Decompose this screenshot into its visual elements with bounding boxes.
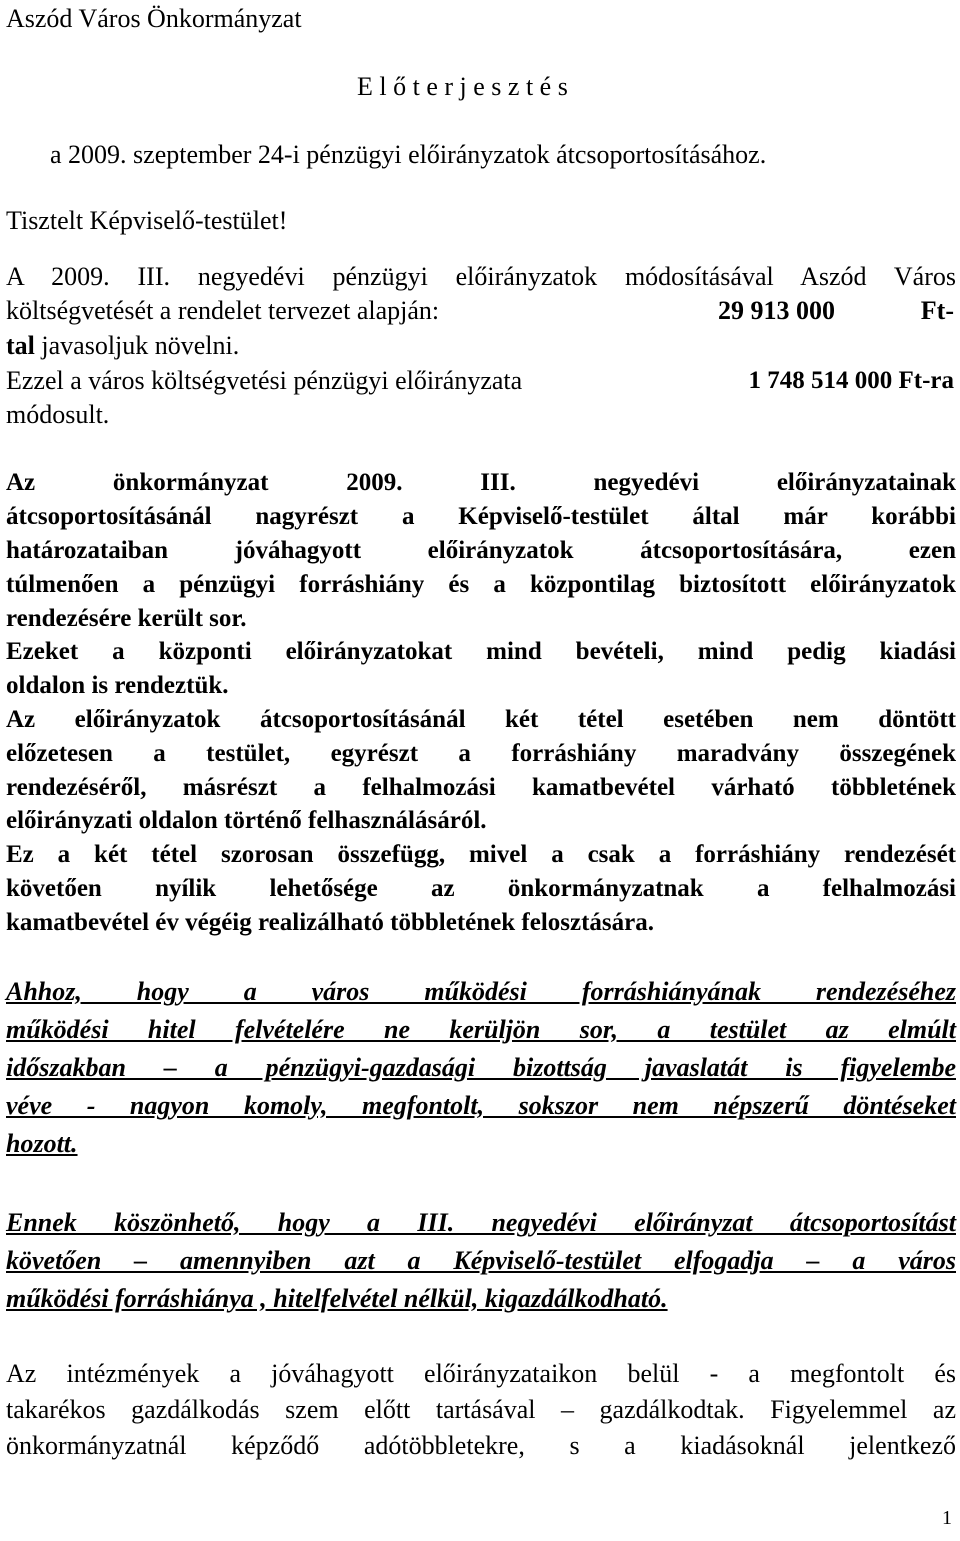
intro-bold-fragment: tal: [6, 331, 35, 360]
para5-line: önkormányzatnál képződő adótöbbletekre, s a kiadásoknál jelentkező: [6, 1431, 956, 1460]
para3-line: előzetesen a testület, egyrészt a forráshiány maradvány összegének: [6, 740, 956, 767]
para5-line: Az intézmények a jóváhagyott előirányzataikon belül - a megfontolt és: [6, 1359, 956, 1388]
emphasis2-line: követően – amennyiben azt a Képviselő-testület elfogadja – a város: [6, 1246, 956, 1275]
para2-line: oldalon is rendeztük.: [6, 672, 229, 699]
para2-line: Ezeket a központi előirányzatokat mind bevételi, mind pedig kiadási: [6, 638, 956, 665]
emphasis1-line: hozott.: [6, 1129, 78, 1158]
intro-line: [6, 333, 239, 359]
organization-name: Aszód Város Önkormányzat: [6, 4, 302, 33]
emphasis1-line: működési hitel felvételére ne kerüljön sor, a testület az elmúlt: [6, 1015, 956, 1044]
increase-amount: 29 913 000: [718, 296, 835, 325]
para4-line: kamatbevétel év végéig realizálható többletének felosztására.: [6, 909, 654, 936]
emphasis1-line: véve - nagyon komoly, megfontolt, sokszor nem népszerű döntéseket: [6, 1091, 956, 1120]
emphasis1-line: időszakban – a pénzügyi-gazdasági bizottság javaslatát is figyelembe: [6, 1053, 956, 1082]
salutation: Tisztelt Képviselő-testület!: [6, 206, 288, 235]
document-title: E l ő t e r j e s z t é s: [357, 72, 568, 101]
intro-text-fragment: javasoljuk növelni.: [34, 331, 240, 360]
para3-line: előirányzati oldalon történő felhasználásáról.: [6, 807, 487, 834]
para4-line: követően nyílik lehetősége az önkormányzatnak a felhalmozási: [6, 875, 956, 902]
para1-line: átcsoportosításánál nagyrészt a Képviselő-testület által már korábbi: [6, 503, 956, 530]
document-subtitle: a 2009. szeptember 24-i pénzügyi előirányzatok átcsoportosításához.: [50, 140, 767, 169]
para1-line: határozataiban jóváhagyott előirányzatok átcsoportosítására, ezen: [6, 537, 956, 564]
intro-line: A 2009. III. negyedévi pénzügyi előirányzatok módosításával Aszód Város: [6, 262, 956, 291]
para4-line: Ez a két tétel szorosan összefügg, mivel a csak a forráshiány rendezését: [6, 841, 956, 868]
para3-line: Az előirányzatok átcsoportosításánál két tétel esetében nem döntött: [6, 706, 956, 733]
para3-line: rendezéséről, másrészt a felhalmozási kamatbevétel várható többletének: [6, 774, 956, 801]
total-amount: 1 748 514 000 Ft-ra: [748, 367, 954, 394]
intro-line: Ezzel a város költségvetési pénzügyi előirányzata: [6, 366, 523, 395]
emphasis2-line: Ennek köszönhető, hogy a III. negyedévi előirányzat átcsoportosítást: [6, 1208, 956, 1237]
intro-line: költségvetését a rendelet tervezet alapján:: [6, 296, 440, 325]
currency-unit: Ft-: [920, 296, 954, 325]
para1-line: rendezésére került sor.: [6, 605, 247, 632]
para1-line: Az önkormányzat 2009. III. negyedévi előirányzatainak: [6, 469, 956, 496]
emphasis2-line: működési forráshiánya , hitelfelvétel nélkül, kigazdálkodható.: [6, 1284, 668, 1313]
page-number: 1: [942, 1507, 952, 1529]
para5-line: takarékos gazdálkodás szem előtt tartásával – gazdálkodtak. Figyelemmel az: [6, 1395, 956, 1424]
para1-line: túlmenően a pénzügyi forráshiány és a központilag biztosított előirányzatok: [6, 571, 956, 598]
emphasis1-line: Ahhoz, hogy a város működési forráshiányának rendezéséhez: [6, 977, 956, 1006]
intro-line: módosult.: [6, 400, 110, 429]
